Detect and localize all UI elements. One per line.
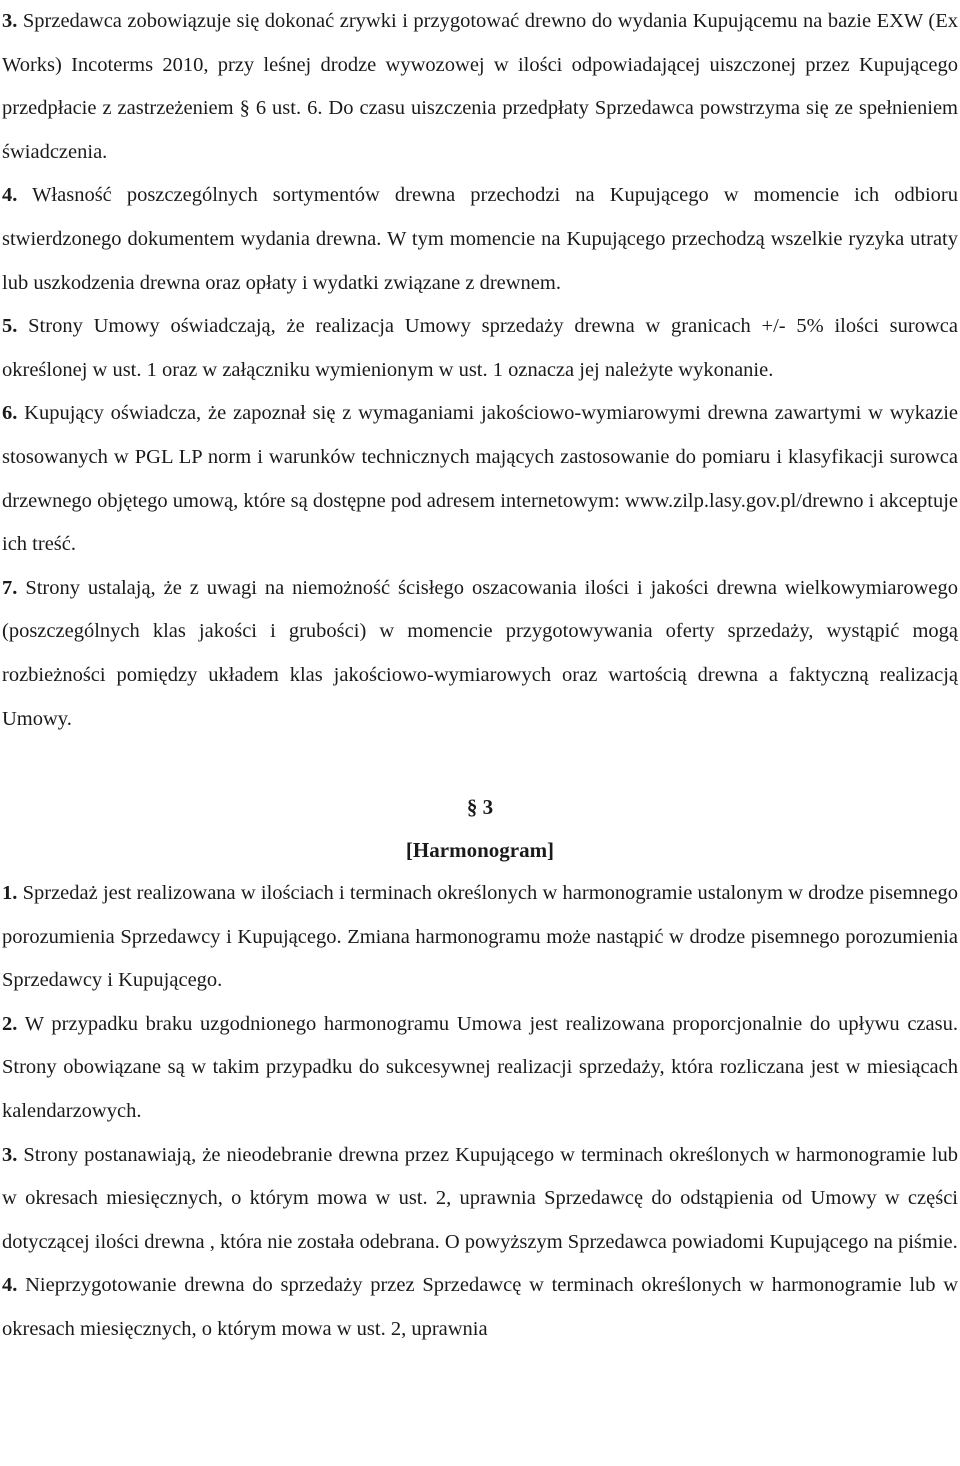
paragraph-5	[2, 305, 958, 392]
paragraph-number: 3.	[2, 1143, 18, 1166]
paragraph-3	[2, 0, 958, 174]
harmonogram-paragraph-3	[2, 1134, 958, 1265]
paragraph-text: Własność poszczególnych sortymentów drewna przechodzi na Kupującego w momencie ich odbioru stwierdzonego dokumentem wydania drewna. W tym momencie na Kupującego przechodzą wszelkie ryzyka utraty lub uszkodzenia drewna oraz opłaty i wydatki związane z drewnem.	[2, 184, 958, 294]
paragraph-7	[2, 567, 958, 741]
paragraph-number: 7.	[2, 576, 18, 599]
paragraph-6	[2, 392, 958, 566]
paragraph-text: Sprzedawca zobowiązuje się dokonać zrywki i przygotować drewno do wydania Kupującemu na bazie EXW (Ex Works) Incoterms 2010, przy leśnej drodze wywozowej w ilości odpowiadającej uiszczonej przez Kupującego przedpłacie z zastrzeżeniem § 6 ust. 6. Do czasu uiszczenia przedpłaty Sprzedawca powstrzyma się ze spełnieniem świadczenia.	[2, 10, 958, 163]
paragraph-text: W przypadku braku uzgodnionego harmonogramu Umowa jest realizowana proporcjonalnie do upływu czasu. Strony obowiązane są w takim przypadku do sukcesywnej realizacji sprzedaży, która rozliczana jest w miesiącach kalendarzowych.	[2, 1012, 958, 1123]
paragraph-number: 5.	[2, 315, 18, 338]
paragraph-number: 3.	[2, 10, 18, 32]
paragraph-number: 6.	[2, 402, 18, 425]
harmonogram-paragraph-1	[2, 872, 958, 1003]
section-spacer	[2, 741, 958, 786]
paragraph-4	[2, 174, 958, 305]
paragraph-number: 4.	[2, 1274, 18, 1297]
paragraph-text: Sprzedaż jest realizowana w ilościach i terminach określonych w harmonogramie ustalonym w drodze pisemnego porozumienia Sprzedawcy i Kupującego. Zmiana harmonogramu może nastąpić w drodze pisemnego porozumienia Sprzedawcy i Kupującego.	[2, 882, 958, 992]
paragraph-text: Strony Umowy oświadczają, że realizacja Umowy sprzedaży drewna w granicach +/- 5% ilości surowca określonej w ust. 1 oraz w załączniku wymienionym w ust. 1 oznacza jej należyte wykonanie.	[2, 315, 958, 381]
paragraph-text: Strony ustalają, że z uwagi na niemożność ścisłego oszacowania ilości i jakości drewna wielkowymiarowego (poszczególnych klas jakości i grubości) w momencie przygotowywania oferty sprzedaży, wystąpić mogą rozbieżności pomiędzy układem klas jakościowo-wymiarowych oraz wartością drewna a faktyczną realizacją Umowy.	[2, 576, 958, 730]
harmonogram-paragraph-2	[2, 1003, 958, 1134]
section-symbol: § 3	[466, 795, 494, 820]
paragraph-number: 4.	[2, 184, 18, 207]
paragraph-number: 2.	[2, 1012, 18, 1035]
paragraph-text: Strony postanawiają, że nieodebranie drewna przez Kupującego w terminach określonych w harmonogramie lub w okresach miesięcznych, o którym mowa w ust. 2, uprawnia Sprzedawcę do odstąpienia od Umowy w części dotyczącej ilości drewna , która nie została odebrana. O powyższym Sprzedawca powiadomi Kupującego na piśmie.	[2, 1143, 958, 1253]
paragraph-text: Nieprzygotowanie drewna do sprzedaży przez Sprzedawcę w terminach określonych w harmonogramie lub w okresach miesięcznych, o którym mowa w ust. 2, uprawnia	[2, 1274, 958, 1341]
harmonogram-paragraph-4	[2, 1264, 958, 1351]
paragraph-number: 1.	[2, 882, 18, 905]
paragraph-text: Kupujący oświadcza, że zapoznał się z wymaganiami jakościowo-wymiarowymi drewna zawartymi w wykazie stosowanych w PGL LP norm i warunków technicznych mających zastosowanie do pomiaru i klasyfikacji surowca drzewnego objętego umową, które są dostępne pod adresem internetowym: www.zilp.lasy.gov.pl/drewno i akceptuje ich treść.	[2, 402, 958, 556]
section-title: [Harmonogram]	[405, 838, 555, 863]
